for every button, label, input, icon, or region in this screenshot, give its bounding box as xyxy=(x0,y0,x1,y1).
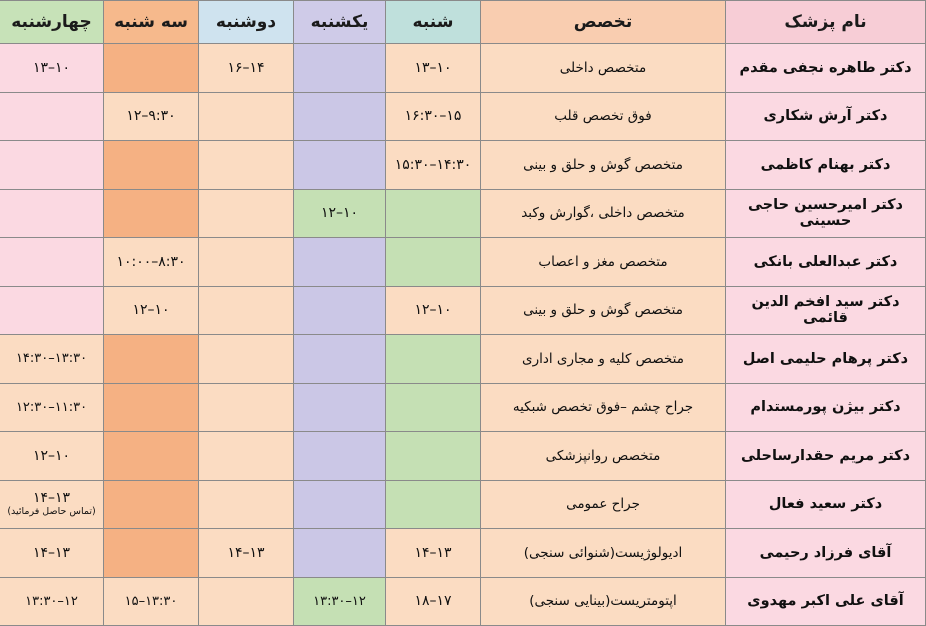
schedule-wednesday: ۱۰–۱۲ xyxy=(0,432,104,481)
schedule-saturday xyxy=(386,480,481,529)
schedule-saturday xyxy=(386,238,481,287)
schedule-saturday: ۱۷–۱۸ xyxy=(386,577,481,626)
schedule-monday xyxy=(199,189,294,238)
schedule-wednesday: ۱۳:۳۰–۱۴:۳۰ xyxy=(0,335,104,384)
doctor-name: دکتر بهنام کاظمی xyxy=(726,141,926,190)
table-row xyxy=(0,577,926,626)
doctor-specialty: متخصص گوش و حلق و بینی xyxy=(481,141,726,190)
doctor-name: دکتر عبدالعلی بانکی xyxy=(726,238,926,287)
schedule-wednesday xyxy=(0,92,104,141)
schedule-sunday xyxy=(294,92,386,141)
table-row xyxy=(0,335,926,384)
doctor-name: دکتر طاهره نجفی مقدم xyxy=(726,44,926,93)
schedule-tuesday xyxy=(104,44,199,93)
schedule-sunday xyxy=(294,480,386,529)
schedule-wednesday xyxy=(0,480,104,529)
schedule-wednesday: ۱۲–۱۳:۳۰ xyxy=(0,577,104,626)
doctor-name: دکتر سید افخم الدین قائمی xyxy=(726,286,926,335)
doctor-specialty: متخصص داخلی ،گوارش وکبد xyxy=(481,189,726,238)
schedule-monday xyxy=(199,335,294,384)
schedule-monday: ۱۳–۱۴ xyxy=(199,529,294,578)
schedule-tuesday: ۱۳:۳۰–۱۵ xyxy=(104,577,199,626)
doctor-specialty: متخصص گوش و حلق و بینی xyxy=(481,286,726,335)
schedule-sunday xyxy=(294,44,386,93)
schedule-saturday xyxy=(386,383,481,432)
table-header-row xyxy=(0,1,926,44)
schedule-monday xyxy=(199,432,294,481)
schedule-saturday: ۱۳–۱۴ xyxy=(386,529,481,578)
table-row xyxy=(0,432,926,481)
doctor-name: دکتر امیرحسین حاجی حسینی xyxy=(726,189,926,238)
schedule-saturday xyxy=(386,189,481,238)
doctor-name: آقای علی اکبر مهدوی xyxy=(726,577,926,626)
column-header-monday: دوشنبه xyxy=(199,1,294,44)
column-header-saturday: شنبه xyxy=(386,1,481,44)
schedule-monday xyxy=(199,577,294,626)
schedule-monday xyxy=(199,383,294,432)
column-header-sunday: یکشنبه xyxy=(294,1,386,44)
schedule-wednesday xyxy=(0,286,104,335)
schedule-wednesday-note: (تماس حاصل فرمائید) xyxy=(7,506,96,518)
schedule-sunday xyxy=(294,529,386,578)
doctor-specialty: جراح چشم –فوق تخصص شبکیه xyxy=(481,383,726,432)
schedule-monday xyxy=(199,480,294,529)
schedule-sunday xyxy=(294,141,386,190)
schedule-saturday xyxy=(386,335,481,384)
doctor-name: دکتر بیژن پورمستدام xyxy=(726,383,926,432)
schedule-saturday: ۱۴:۳۰–۱۵:۳۰ xyxy=(386,141,481,190)
table-row xyxy=(0,92,926,141)
doctor-name: دکتر سعید فعال xyxy=(726,480,926,529)
column-header-wednesday: چهارشنبه xyxy=(0,1,104,44)
column-header-specialty: تخصص xyxy=(481,1,726,44)
schedule-tuesday: ۱۰–۱۲ xyxy=(104,286,199,335)
schedule-wednesday: ۱۱:۳۰–۱۲:۳۰ xyxy=(0,383,104,432)
doctor-specialty: اپتومتریست(بینایی سنجی) xyxy=(481,577,726,626)
table-row xyxy=(0,480,926,529)
schedule-tuesday: ۹:۳۰–۱۲ xyxy=(104,92,199,141)
schedule-monday: ۱۴–۱۶ xyxy=(199,44,294,93)
schedule-tuesday xyxy=(104,432,199,481)
schedule-tuesday xyxy=(104,480,199,529)
table-row xyxy=(0,44,926,93)
schedule-tuesday: ۸:۳۰–۱۰:۰۰ xyxy=(104,238,199,287)
schedule-wednesday xyxy=(0,189,104,238)
doctor-name: دکتر پرهام حلیمی اصل xyxy=(726,335,926,384)
schedule-wednesday xyxy=(0,238,104,287)
table-row xyxy=(0,189,926,238)
schedule-tuesday xyxy=(104,335,199,384)
schedule-sunday xyxy=(294,286,386,335)
doctor-name: دکتر مریم حقدارساحلی xyxy=(726,432,926,481)
schedule-monday xyxy=(199,92,294,141)
schedule-saturday: ۱۰–۱۲ xyxy=(386,286,481,335)
schedule-monday xyxy=(199,141,294,190)
doctor-specialty: ادیولوژیست(شنوائی سنجی) xyxy=(481,529,726,578)
table-row xyxy=(0,238,926,287)
schedule-tuesday xyxy=(104,383,199,432)
schedule-wednesday-time: ۱۳–۱۴ xyxy=(32,490,71,507)
schedule-sunday: ۱۲–۱۳:۳۰ xyxy=(294,577,386,626)
table-row xyxy=(0,286,926,335)
column-header-tuesday: سه شنبه xyxy=(104,1,199,44)
table-row xyxy=(0,383,926,432)
doctor-specialty: جراح عمومی xyxy=(481,480,726,529)
schedule-wednesday: ۱۳–۱۴ xyxy=(0,529,104,578)
schedule-saturday: ۱۰–۱۳ xyxy=(386,44,481,93)
schedule-sunday xyxy=(294,432,386,481)
schedule-saturday xyxy=(386,432,481,481)
schedule-sunday: ۱۰–۱۲ xyxy=(294,189,386,238)
schedule-monday xyxy=(199,286,294,335)
schedule-tuesday xyxy=(104,141,199,190)
table-row xyxy=(0,141,926,190)
schedule-sunday xyxy=(294,335,386,384)
table-row xyxy=(0,529,926,578)
doctor-specialty: متخصص داخلی xyxy=(481,44,726,93)
doctor-name: آقای فرزاد رحیمی xyxy=(726,529,926,578)
schedule-sunday xyxy=(294,238,386,287)
column-header-doctor: نام پزشک xyxy=(726,1,926,44)
schedule-sunday xyxy=(294,383,386,432)
doctor-name: دکتر آرش شکاری xyxy=(726,92,926,141)
doctor-specialty: فوق تخصص قلب xyxy=(481,92,726,141)
doctor-specialty: متخصص روانپزشکی xyxy=(481,432,726,481)
schedule-saturday: ۱۵–۱۶:۳۰ xyxy=(386,92,481,141)
doctor-specialty: متخصص کلیه و مجاری اداری xyxy=(481,335,726,384)
schedule-tuesday xyxy=(104,189,199,238)
schedule-tuesday xyxy=(104,529,199,578)
schedule-wednesday: ۱۰–۱۳ xyxy=(0,44,104,93)
doctor-specialty: متخصص مغز و اعصاب xyxy=(481,238,726,287)
schedule-wednesday xyxy=(0,141,104,190)
schedule-monday xyxy=(199,238,294,287)
